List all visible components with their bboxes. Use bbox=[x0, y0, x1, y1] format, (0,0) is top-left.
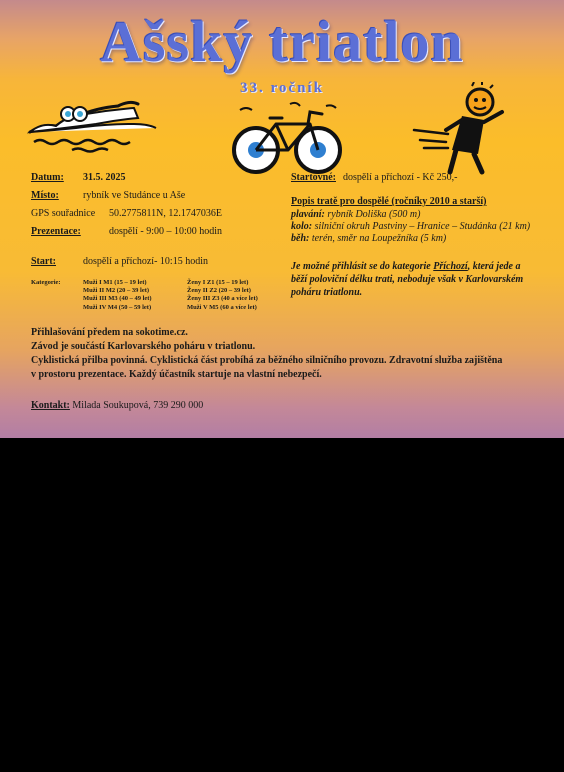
prezentace-value: dospělí - 9:00 – 10:00 hodin bbox=[109, 226, 223, 237]
category-men-2: Muži II M2 (20 – 39 let) bbox=[83, 287, 150, 294]
swimmer-icon bbox=[26, 94, 160, 156]
runner-icon bbox=[410, 82, 520, 176]
category-women-2: Ženy II Z2 (20 – 39 let) bbox=[187, 287, 251, 294]
category-men-3: Muži III M3 (40 – 49 let) bbox=[83, 295, 152, 302]
start-value: dospělí a příchozí- 10:15 hodin bbox=[83, 256, 208, 267]
note-text-b: , která jede a bbox=[467, 261, 521, 272]
category-men-4: Muži IV M4 (50 – 59 let) bbox=[83, 304, 152, 311]
start-label: Start: bbox=[31, 256, 56, 267]
category-women-1: Ženy I Z1 (15 – 19 let) bbox=[187, 279, 249, 286]
category-men-1: Muži I M1 (15 – 19 let) bbox=[83, 279, 147, 286]
note-line-1 bbox=[291, 261, 520, 272]
poster-subtitle: 33. ročník bbox=[240, 80, 324, 96]
beh-value: terén, směr na Loupežníka (5 km) bbox=[311, 233, 447, 244]
kolo-line bbox=[291, 221, 530, 232]
kolo-label: kolo: bbox=[291, 221, 313, 232]
startovne-value: dospělí a příchozí - Kč 250,- bbox=[343, 172, 458, 183]
category-women-4: Muži V M5 (60 a více let) bbox=[187, 304, 257, 311]
category-women-3: Ženy III Z3 (40 a více let) bbox=[187, 295, 258, 302]
plavani-label: plavání: bbox=[291, 209, 325, 220]
kontakt-value: Milada Soukupová, 739 290 000 bbox=[72, 400, 204, 411]
gps-label: GPS souřadnice bbox=[31, 208, 96, 219]
plavani-value: rybník Doliška (500 m) bbox=[327, 209, 421, 220]
bottom-line-2: Závod je součástí Karlovarského poháru v triatlonu. bbox=[31, 341, 256, 352]
kontakt-line bbox=[31, 400, 203, 411]
kolo-value: silniční okruh Pastviny – Hranice – Studánka (21 km) bbox=[314, 221, 531, 232]
prezentace-label: Prezentace: bbox=[31, 226, 81, 237]
bottom-line-3: Cyklistická přilba povinná. Cyklistická část probíhá za běžného silničního provozu. Zdravotní služba zajištěna bbox=[31, 355, 503, 366]
beh-line bbox=[291, 233, 446, 244]
poster-title: Ašský triatlon bbox=[100, 9, 464, 74]
datum-value: 31.5. 2025 bbox=[83, 172, 126, 183]
note-line-3: poháru triatlonu. bbox=[291, 287, 363, 298]
note-text-a: Je možné přihlásit se do kategorie bbox=[291, 261, 434, 272]
beh-label: běh: bbox=[291, 233, 310, 244]
prichozi-link[interactable]: Příchozí bbox=[433, 261, 468, 272]
gps-value: 50.2775811N, 12.1747036E bbox=[109, 208, 222, 219]
datum-label: Datum: bbox=[31, 172, 64, 183]
note-line-2: běží poloviční délku trati, neboduje však v Karlovarském bbox=[291, 274, 524, 285]
bottom-line-4: v prostoru prezentace. Každý účastník startuje na vlastní nebezpečí. bbox=[31, 369, 322, 380]
startovne-label: Startovné: bbox=[291, 172, 336, 183]
popis-title: Popis tratě pro dospělé (ročníky 2010 a starší) bbox=[291, 196, 487, 207]
kontakt-label: Kontakt: bbox=[31, 400, 70, 411]
bicycle-icon bbox=[230, 100, 346, 176]
kategorie-label: Kategorie: bbox=[31, 279, 61, 286]
misto-value: rybník ve Studánce u Aše bbox=[83, 190, 186, 201]
misto-label: Místo: bbox=[31, 190, 59, 201]
bottom-line-1: Přihlašování předem na sokotime.cz. bbox=[31, 327, 188, 338]
plavani-line bbox=[291, 209, 420, 220]
